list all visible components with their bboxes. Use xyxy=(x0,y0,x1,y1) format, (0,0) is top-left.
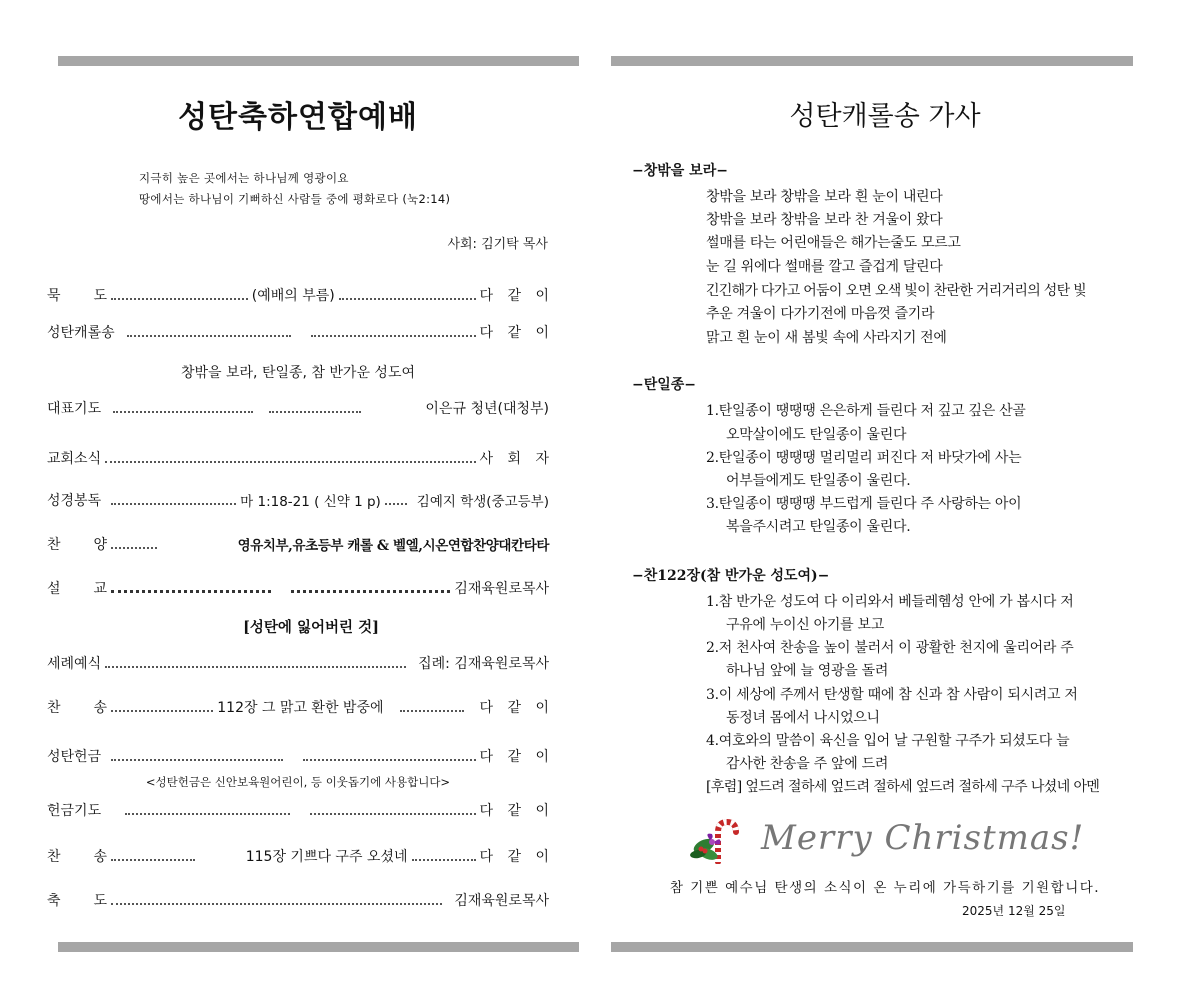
item-leader: 김재육원로목사 xyxy=(454,581,550,597)
lyric-line: 썰매를 타는 어린애들은 해가는줄도 모르고 xyxy=(706,235,961,251)
item-label: 성경봉독 xyxy=(47,493,102,509)
lyric-line: 4.여호와의 말씀이 육신을 입어 날 구원할 구주가 되셨도다 늘 xyxy=(706,733,1070,749)
blessing-message: 참 기쁜 예수님 탄생의 소식이 온 누리에 가득하기를 기원합니다. xyxy=(669,880,1101,896)
item-label: 교회소식 xyxy=(47,451,102,467)
item-label: 찬 양 xyxy=(47,537,107,553)
lyric-line: 창밖을 보라 창밖을 보라 찬 겨울이 왔다 xyxy=(706,212,943,228)
verse-line-1: 지극히 높은 곳에서는 하나님께 영광이요 xyxy=(139,171,349,185)
item-benediction xyxy=(47,889,549,911)
item-label: 찬 송 xyxy=(47,700,107,716)
lyric-line: 추운 겨울이 다가기전에 마음껏 즐기라 xyxy=(706,306,935,322)
leader-dots xyxy=(125,812,290,815)
lyric-line: 오막살이에도 탄일종이 울린다 xyxy=(726,427,907,443)
lyric-line: 3.이 세상에 주께서 탄생할 때에 참 신과 참 사람이 되시려고 저 xyxy=(706,687,1078,703)
item-leader: 다 같 이 xyxy=(479,700,554,716)
leader-dots xyxy=(127,334,291,337)
item-detail: 112장 그 맑고 환한 밤중에 xyxy=(217,700,384,716)
leader-dots xyxy=(113,410,253,413)
item-silent-prayer xyxy=(47,284,555,306)
item-baptism xyxy=(47,652,549,674)
song-heading: −창밖을 보라− xyxy=(632,163,728,179)
christmas-greeting xyxy=(688,816,1108,868)
leader-dots xyxy=(269,410,361,413)
carol-list: 창밖을 보라, 탄일종, 참 반가운 성도여 xyxy=(180,365,415,381)
item-leader: 다 같 이 xyxy=(479,849,554,865)
item-prayer xyxy=(47,397,549,419)
item-hymn-2 xyxy=(47,845,554,867)
song-heading: −찬122장(참 반가운 성도여)− xyxy=(632,568,830,584)
merry-christmas-text: Merry Christmas! xyxy=(761,818,1085,858)
item-label: 설 교 xyxy=(47,581,107,597)
item-detail: 마 1:18-21 ( 신약 1 p) xyxy=(240,494,381,510)
leader-dots xyxy=(412,858,476,861)
item-label: 대표기도 xyxy=(47,401,102,417)
lyrics-title: 성탄캐롤송 가사 xyxy=(789,101,981,132)
worship-title: 성탄축하연합예배 xyxy=(178,100,418,135)
lyric-line: 창밖을 보라 창밖을 보라 흰 눈이 내린다 xyxy=(706,189,943,205)
leader-dots xyxy=(111,758,283,761)
lyric-line: 어부들에게도 탄일종이 울린다. xyxy=(726,473,911,489)
lyric-line: 2.저 천사여 찬송을 높이 불러서 이 광활한 천지에 울리어라 주 xyxy=(706,640,1074,656)
service-date: 2025년 12월 25일 xyxy=(962,904,1066,918)
lyric-line: 1.참 반가운 성도여 다 이리와서 베들레헴성 안에 가 봅시다 저 xyxy=(706,594,1074,610)
candy-cane-icon xyxy=(688,818,744,864)
verse-line-2: 땅에서는 하나님이 기뻐하신 사람들 중에 평화로다 (눅2:14) xyxy=(139,192,451,206)
lyric-line: 눈 길 위에다 썰매를 깔고 즐겁게 달린다 xyxy=(706,259,943,275)
item-leader: 김예지 학생(중고등부) xyxy=(416,494,549,510)
item-label: 성탄헌금 xyxy=(47,749,102,765)
lyric-line: 1.탄일종이 땡땡땡 은은하게 들린다 저 깊고 깊은 산골 xyxy=(706,403,1026,419)
item-leader: 다 같 이 xyxy=(479,803,554,819)
item-label: 축 도 xyxy=(47,893,107,909)
presider: 사회: 김기탁 목사 xyxy=(447,237,548,252)
item-detail: 115장 기쁘다 구주 오셨네 xyxy=(245,849,408,865)
item-leader: 다 같 이 xyxy=(479,749,554,765)
item-leader: 집례: 김재육원로목사 xyxy=(418,656,549,672)
order-of-worship xyxy=(47,0,555,992)
offering-note: <성탄헌금은 신안보육원어린이, 등 이웃돕기에 사용합니다> xyxy=(145,775,451,789)
item-label: 세례예식 xyxy=(47,656,102,672)
leader-dots xyxy=(111,502,236,505)
leader-dots xyxy=(105,460,475,463)
carol-lyrics xyxy=(632,0,1138,992)
lyric-line: 복을주시려고 탄일종이 울린다. xyxy=(726,519,911,535)
lyric-line: 긴긴해가 다가고 어둠이 오면 오색 빛이 찬란한 거리거리의 성탄 빛 xyxy=(706,283,1086,299)
leader-dots xyxy=(303,758,475,761)
lyric-line: 맑고 흰 눈이 새 봄빛 속에 사라지기 전에 xyxy=(706,330,947,346)
item-label: 찬 송 xyxy=(47,849,107,865)
lyric-line: 2.탄일종이 땡땡땡 멀리멀리 퍼진다 저 바닷가에 사는 xyxy=(706,450,1022,466)
item-leader: 영유치부,유초등부 캐롤 & 벨엘,시온연합찬양대칸타타 xyxy=(237,538,549,554)
leader-dots xyxy=(385,502,407,505)
item-sermon xyxy=(47,577,549,599)
lyric-line: 동정녀 몸에서 나시었으니 xyxy=(726,710,880,726)
item-leader: 김재육원로목사 xyxy=(454,893,549,909)
item-offering xyxy=(47,745,554,767)
leader-dots xyxy=(310,812,475,815)
item-leader: 이은규 청년(대청부) xyxy=(425,401,549,417)
leader-dots xyxy=(339,297,476,300)
song-heading: −탄일종− xyxy=(632,377,697,393)
item-detail: (예배의 부름) xyxy=(251,288,335,304)
leader-dots xyxy=(111,297,248,300)
leader-dots xyxy=(111,858,195,861)
lyric-line: 구유에 누이신 아기를 보고 xyxy=(726,617,884,633)
leader-dots xyxy=(291,589,451,593)
item-carol xyxy=(47,321,555,343)
leader-dots xyxy=(400,709,464,712)
item-label: 성탄캐롤송 xyxy=(47,325,115,341)
lyric-line: 하나님 앞에 늘 영광을 돌려 xyxy=(726,663,889,679)
item-announcements xyxy=(47,447,554,469)
leader-dots xyxy=(311,334,475,337)
item-leader: 사 회 자 xyxy=(479,451,554,467)
item-praise xyxy=(47,533,549,555)
leader-dots xyxy=(111,709,213,712)
sermon-title: [성탄에 잃어버린 것] xyxy=(243,619,379,636)
lyric-line: 3.탄일종이 땡땡땡 부드럽게 들린다 주 사랑하는 아이 xyxy=(706,496,1022,512)
item-hymn-1 xyxy=(47,696,554,718)
leader-dots xyxy=(105,665,406,668)
leader-dots xyxy=(111,902,442,905)
item-label: 헌금기도 xyxy=(47,803,102,819)
item-leader: 다 같 이 xyxy=(479,288,555,304)
item-label: 묵 도 xyxy=(47,288,107,304)
leader-dots xyxy=(111,546,157,549)
item-leader: 다 같 이 xyxy=(479,325,555,341)
lyric-line: 감사한 찬송을 주 앞에 드려 xyxy=(726,756,889,772)
item-offering-prayer xyxy=(47,799,554,821)
item-scripture xyxy=(47,489,549,511)
leader-dots xyxy=(111,589,271,593)
lyric-line: [후렴] 엎드려 절하세 엎드려 절하세 엎드려 절하세 구주 나셨네 아멘 xyxy=(706,779,1100,795)
